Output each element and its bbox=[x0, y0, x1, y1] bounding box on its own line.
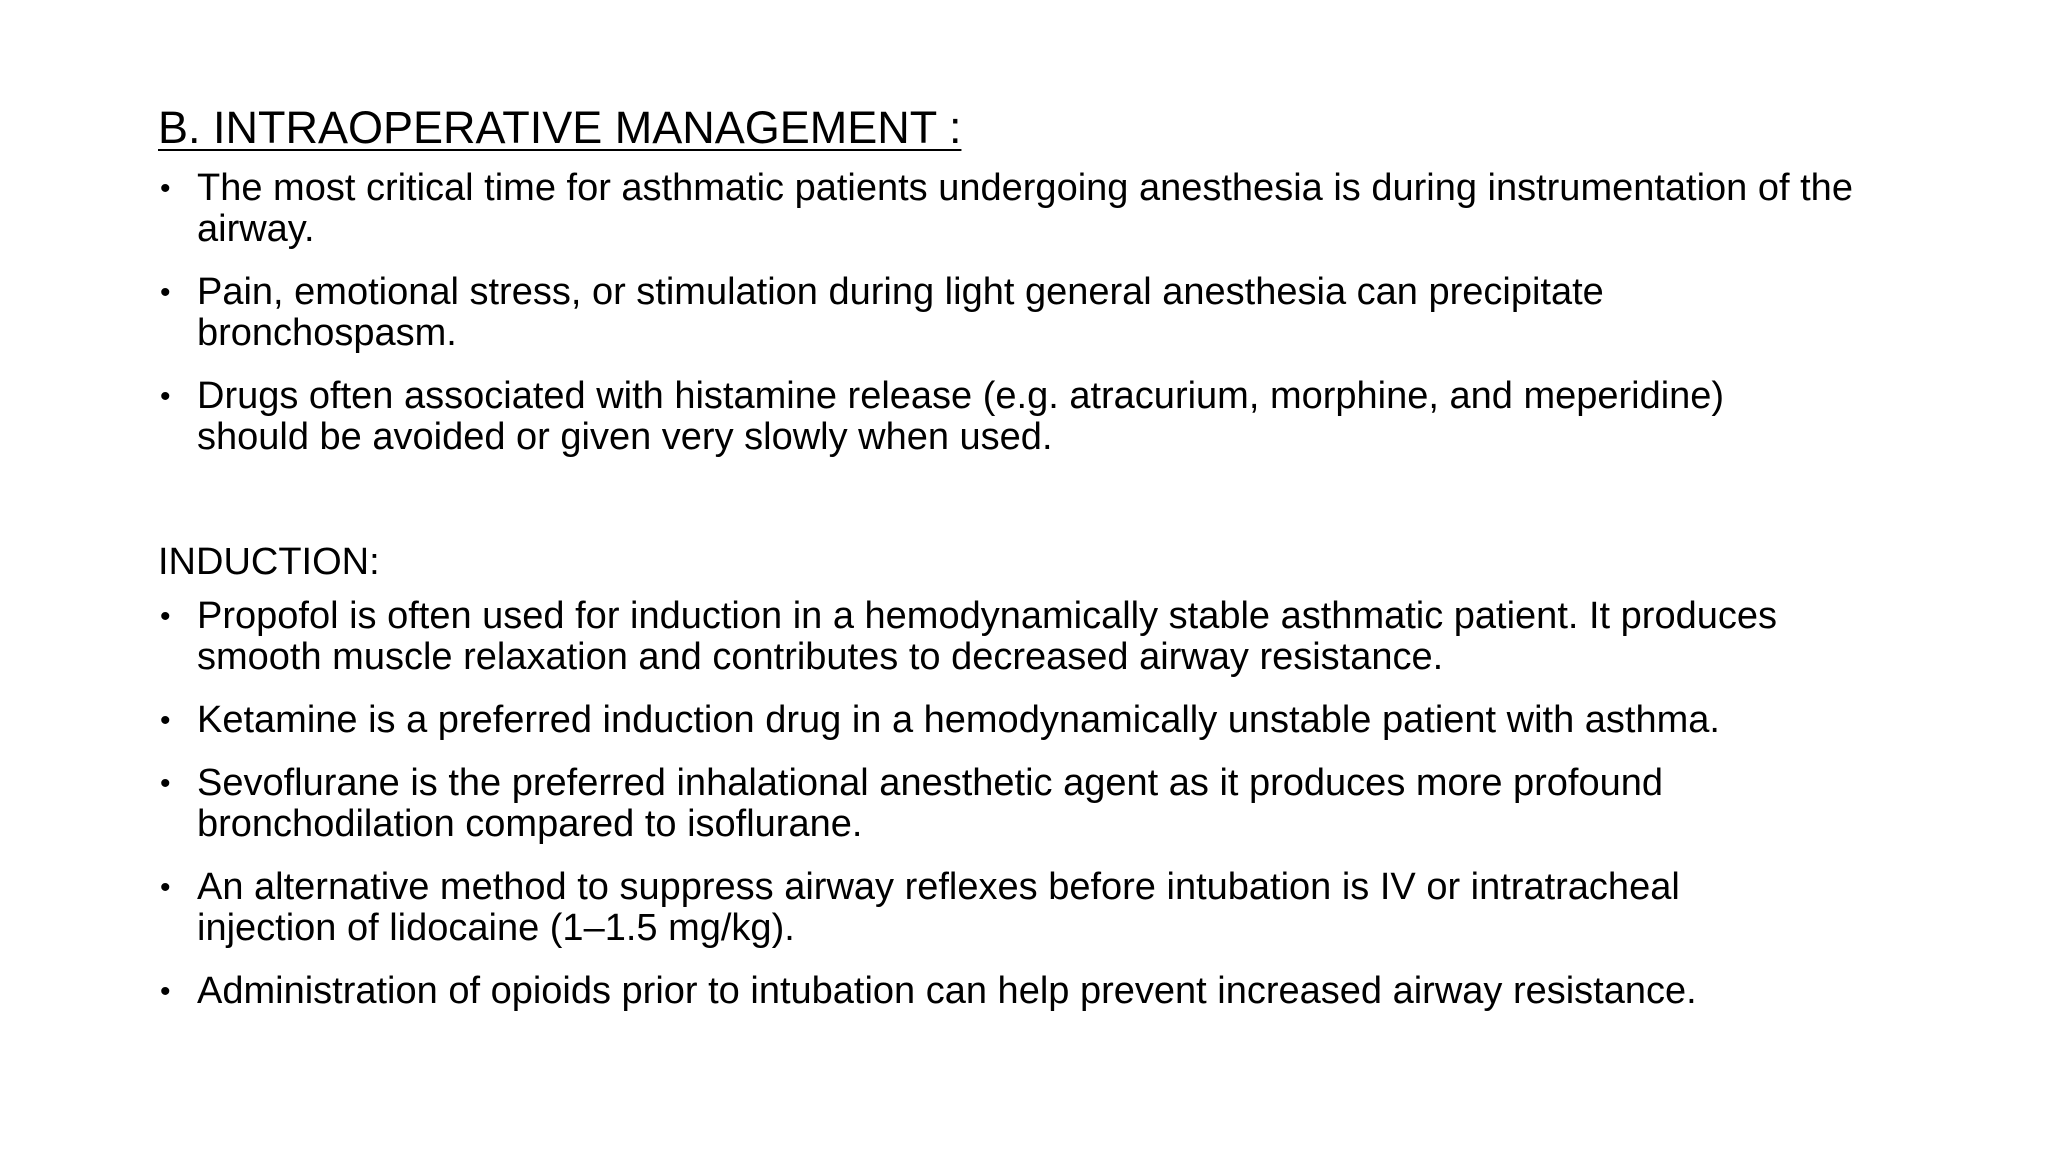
bullet-text: Propofol is often used for induction in a hemodynamically stable asthmatic patient. It produces smooth muscle relaxation and contributes to decreased airway resistance. bbox=[197, 595, 1777, 678]
bullet-icon: • bbox=[160, 600, 171, 633]
bullet-icon: • bbox=[160, 172, 171, 205]
bullet-icon: • bbox=[160, 975, 171, 1008]
bullet-icon: • bbox=[160, 767, 171, 800]
section-heading: B. INTRAOPERATIVE MANAGEMENT : bbox=[158, 102, 962, 153]
bullet-text: Drugs often associated with histamine release (e.g. atracurium, morphine, and meperidine) should be avoided or given very slowly when used. bbox=[197, 375, 1725, 458]
bullet-text: The most critical time for asthmatic patients undergoing anesthesia is during instrumentation of the airway. bbox=[197, 167, 1853, 250]
induction-heading: INDUCTION: bbox=[158, 541, 380, 583]
list-item bbox=[158, 168, 1917, 250]
bullet-icon: • bbox=[160, 380, 171, 413]
intraoperative-bullet-list bbox=[158, 168, 1918, 458]
slide bbox=[158, 100, 1918, 1034]
list-item bbox=[158, 867, 1797, 949]
bullet-icon: • bbox=[160, 276, 171, 309]
spacer bbox=[158, 480, 1918, 538]
list-item bbox=[158, 596, 1897, 678]
list-item bbox=[158, 700, 1917, 741]
bullet-text: Sevoflurane is the preferred inhalational anesthetic agent as it produces more profound bronchodilation compared to isoflurane. bbox=[197, 762, 1664, 845]
list-item bbox=[158, 376, 1817, 458]
bullet-text: Administration of opioids prior to intubation can help prevent increased airway resistance. bbox=[197, 970, 1697, 1012]
bullet-icon: • bbox=[160, 871, 171, 904]
list-item bbox=[158, 272, 1697, 354]
bullet-text: An alternative method to suppress airway reflexes before intubation is IV or intratracheal injection of lidocaine (1–1.5 mg/kg). bbox=[197, 866, 1680, 949]
list-item bbox=[158, 971, 1917, 1012]
bullet-text: Pain, emotional stress, or stimulation during light general anesthesia can precipitate bronchospasm. bbox=[197, 271, 1604, 354]
induction-bullet-list bbox=[158, 596, 1918, 1012]
bullet-text: Ketamine is a preferred induction drug in a hemodynamically unstable patient with asthma. bbox=[197, 699, 1720, 741]
bullet-icon: • bbox=[160, 704, 171, 737]
list-item bbox=[158, 763, 1757, 845]
